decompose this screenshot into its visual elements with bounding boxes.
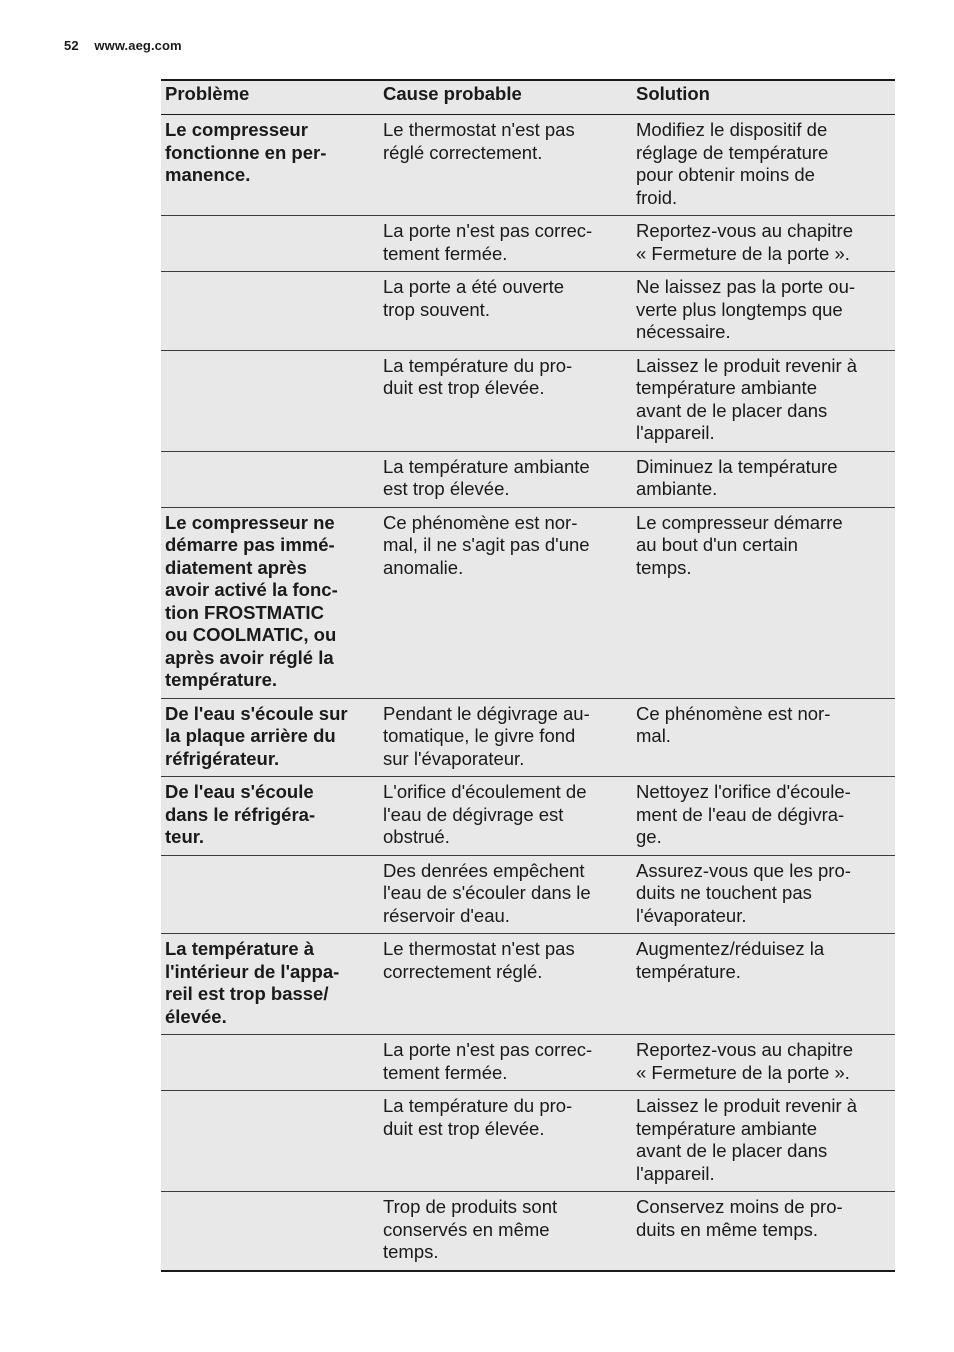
cell-solution <box>632 216 895 272</box>
cell-line: Laissez le produit revenir à <box>636 1095 858 1116</box>
column-header-solution: Solution <box>632 80 895 115</box>
cell-line: réglé correctement. <box>383 141 543 163</box>
cell-line: réglage de température <box>636 141 829 163</box>
cell-line: ment de l'eau de dégivra- <box>636 803 845 825</box>
cell-line: temps. <box>383 1241 439 1262</box>
cell-line: avant de le placer dans <box>636 1140 828 1161</box>
cell-problem <box>161 1091 379 1192</box>
cell-line: Reportez-vous au chapitre <box>636 220 853 241</box>
cell-line: duits ne touchent pas <box>636 882 812 903</box>
cell-line: reil est trop basse/ <box>165 983 329 1004</box>
cell-line: duit est trop élevée. <box>383 377 545 398</box>
cell-line: l'appareil. <box>636 422 715 443</box>
table-row <box>161 1035 895 1091</box>
cell-line: Augmentez/réduisez la <box>636 938 825 959</box>
cell-line: l'appareil. <box>636 1162 715 1184</box>
cell-line: ou COOLMATIC, ou <box>165 624 337 645</box>
cell-line: De l'eau s'écoule sur <box>165 702 348 724</box>
cell-solution <box>632 350 895 451</box>
cell-line: Trop de produits sont <box>383 1196 558 1217</box>
cell-line: Pendant le dégivrage au- <box>383 702 590 724</box>
table-row <box>161 216 895 272</box>
cell-line: La porte a été ouverte <box>383 276 565 297</box>
cell-line: anomalie. <box>383 556 464 578</box>
cell-line: Assurez-vous que les pro- <box>636 859 851 881</box>
site-url: www.aeg.com <box>94 38 182 53</box>
cell-line: teur. <box>165 826 205 847</box>
row-spacer <box>165 1196 373 1217</box>
cell-solution <box>632 451 895 507</box>
cell-cause <box>379 855 632 934</box>
table-row <box>161 777 895 856</box>
cell-line: Diminuez la température <box>636 455 838 477</box>
cell-line: pour obtenir moins de <box>636 164 815 185</box>
cell-problem <box>161 855 379 934</box>
cell-line: temps. <box>636 556 692 578</box>
cell-line: l'évaporateur. <box>636 904 747 926</box>
table-row <box>161 507 895 698</box>
table-row <box>161 698 895 777</box>
cell-problem <box>161 698 379 777</box>
cell-line: L'orifice d'écoulement de <box>383 781 587 802</box>
cell-line: correctement réglé. <box>383 960 543 982</box>
cell-line: tement fermée. <box>383 242 508 264</box>
cell-cause <box>379 272 632 351</box>
cell-line: l'eau de dégivrage est <box>383 803 564 825</box>
table-row <box>161 272 895 351</box>
cell-line: mal. <box>636 725 671 746</box>
cell-cause <box>379 451 632 507</box>
column-header-cause: Cause probable <box>379 80 632 115</box>
cell-solution <box>632 272 895 351</box>
cell-problem <box>161 272 379 351</box>
cell-solution <box>632 507 895 698</box>
cell-solution <box>632 1192 895 1271</box>
table-row <box>161 451 895 507</box>
cell-solution <box>632 1091 895 1192</box>
cell-problem <box>161 350 379 451</box>
cell-problem <box>161 507 379 698</box>
cell-problem <box>161 934 379 1035</box>
table-header-row <box>161 80 895 115</box>
cell-solution <box>632 698 895 777</box>
cell-line: La température du pro- <box>383 1095 573 1116</box>
cell-line: fonctionne en per- <box>165 141 327 163</box>
cell-line: obstrué. <box>383 826 450 847</box>
table-body <box>161 115 895 1271</box>
cell-problem <box>161 1035 379 1091</box>
cell-problem <box>161 451 379 507</box>
cell-line: avant de le placer dans <box>636 399 828 421</box>
cell-line: froid. <box>636 186 678 208</box>
table-row <box>161 855 895 934</box>
cell-line: manence. <box>165 164 251 185</box>
cell-cause <box>379 1035 632 1091</box>
table-row <box>161 934 895 1035</box>
table-row <box>161 115 895 216</box>
cell-cause <box>379 507 632 698</box>
cell-line: La température à <box>165 938 315 959</box>
cell-line: température ambiante <box>636 377 817 398</box>
cell-line: température. <box>636 960 741 982</box>
cell-cause <box>379 216 632 272</box>
cell-line: au bout d'un certain <box>636 534 798 555</box>
cell-line: Modifiez le dispositif de <box>636 119 828 140</box>
cell-line: verte plus longtemps que <box>636 298 843 320</box>
cell-solution <box>632 1035 895 1091</box>
cell-cause <box>379 777 632 856</box>
troubleshooting-table <box>161 79 895 1272</box>
cell-line: élevée. <box>165 1005 227 1027</box>
cell-line: réservoir d'eau. <box>383 904 510 926</box>
cell-line: l'eau de s'écouler dans le <box>383 882 591 903</box>
table-row <box>161 1192 895 1271</box>
table-row <box>161 350 895 451</box>
cell-line: Nettoyez l'orifice d'écoule- <box>636 781 851 802</box>
cell-line: est trop élevée. <box>383 478 510 499</box>
cell-line: « Fermeture de la porte ». <box>636 1061 850 1083</box>
cell-line: Ce phénomène est nor- <box>636 702 831 724</box>
cell-cause <box>379 115 632 216</box>
cell-line: Le compresseur démarre <box>636 511 843 533</box>
cell-problem <box>161 777 379 856</box>
cell-line: Ce phénomène est nor- <box>383 511 578 533</box>
cell-line: Laissez le produit revenir à <box>636 354 858 376</box>
table-row <box>161 1091 895 1192</box>
cell-line: La température du pro- <box>383 354 573 376</box>
page-header <box>64 38 182 53</box>
cell-problem <box>161 1192 379 1271</box>
cell-line: Des denrées empêchent <box>383 859 585 881</box>
cell-cause <box>379 698 632 777</box>
cell-line: la plaque arrière du <box>165 725 336 746</box>
cell-line: nécessaire. <box>636 321 731 342</box>
cell-line: De l'eau s'écoule <box>165 781 314 802</box>
cell-line: diatement après <box>165 556 307 578</box>
cell-line: duit est trop élevée. <box>383 1117 545 1139</box>
cell-cause <box>379 1192 632 1271</box>
cell-line: réfrigérateur. <box>165 747 280 769</box>
cell-line: ge. <box>636 826 662 847</box>
cell-line: démarre pas immé- <box>165 534 335 555</box>
cell-line: trop souvent. <box>383 298 490 320</box>
cell-line: mal, il ne s'agit pas d'une <box>383 534 590 555</box>
cell-line: Le thermostat n'est pas <box>383 119 575 140</box>
cell-line: tion FROSTMATIC <box>165 601 324 623</box>
cell-cause <box>379 1091 632 1192</box>
cell-solution <box>632 115 895 216</box>
cell-line: ambiante. <box>636 478 718 499</box>
cell-solution <box>632 934 895 1035</box>
cell-problem <box>161 216 379 272</box>
cell-line: température. <box>165 669 278 690</box>
cell-solution <box>632 855 895 934</box>
cell-problem <box>161 115 379 216</box>
cell-line: Le compresseur <box>165 119 308 140</box>
cell-line: Ne laissez pas la porte ou- <box>636 276 856 297</box>
cell-line: Le thermostat n'est pas <box>383 938 575 959</box>
cell-line: tement fermée. <box>383 1061 508 1083</box>
cell-line: après avoir réglé la <box>165 646 334 668</box>
cell-line: La porte n'est pas correc- <box>383 1039 593 1060</box>
cell-line: tomatique, le givre fond <box>383 725 576 746</box>
cell-line: l'intérieur de l'appa- <box>165 960 340 982</box>
cell-line: La porte n'est pas correc- <box>383 220 593 241</box>
cell-line: sur l'évaporateur. <box>383 747 525 769</box>
cell-line: Le compresseur ne <box>165 511 335 533</box>
cell-cause <box>379 350 632 451</box>
cell-solution <box>632 777 895 856</box>
cell-line: température ambiante <box>636 1117 817 1139</box>
cell-line: dans le réfrigéra- <box>165 803 316 825</box>
column-header-problem: Problème <box>161 80 379 115</box>
cell-line: Reportez-vous au chapitre <box>636 1039 853 1060</box>
cell-line: conservés en même <box>383 1218 550 1240</box>
page-number: 52 <box>64 38 79 53</box>
cell-line: « Fermeture de la porte ». <box>636 242 850 264</box>
cell-line: duits en même temps. <box>636 1218 818 1240</box>
cell-line: La température ambiante <box>383 455 590 477</box>
cell-cause <box>379 934 632 1035</box>
cell-line: avoir activé la fonc- <box>165 579 338 600</box>
cell-line: Conservez moins de pro- <box>636 1196 843 1217</box>
